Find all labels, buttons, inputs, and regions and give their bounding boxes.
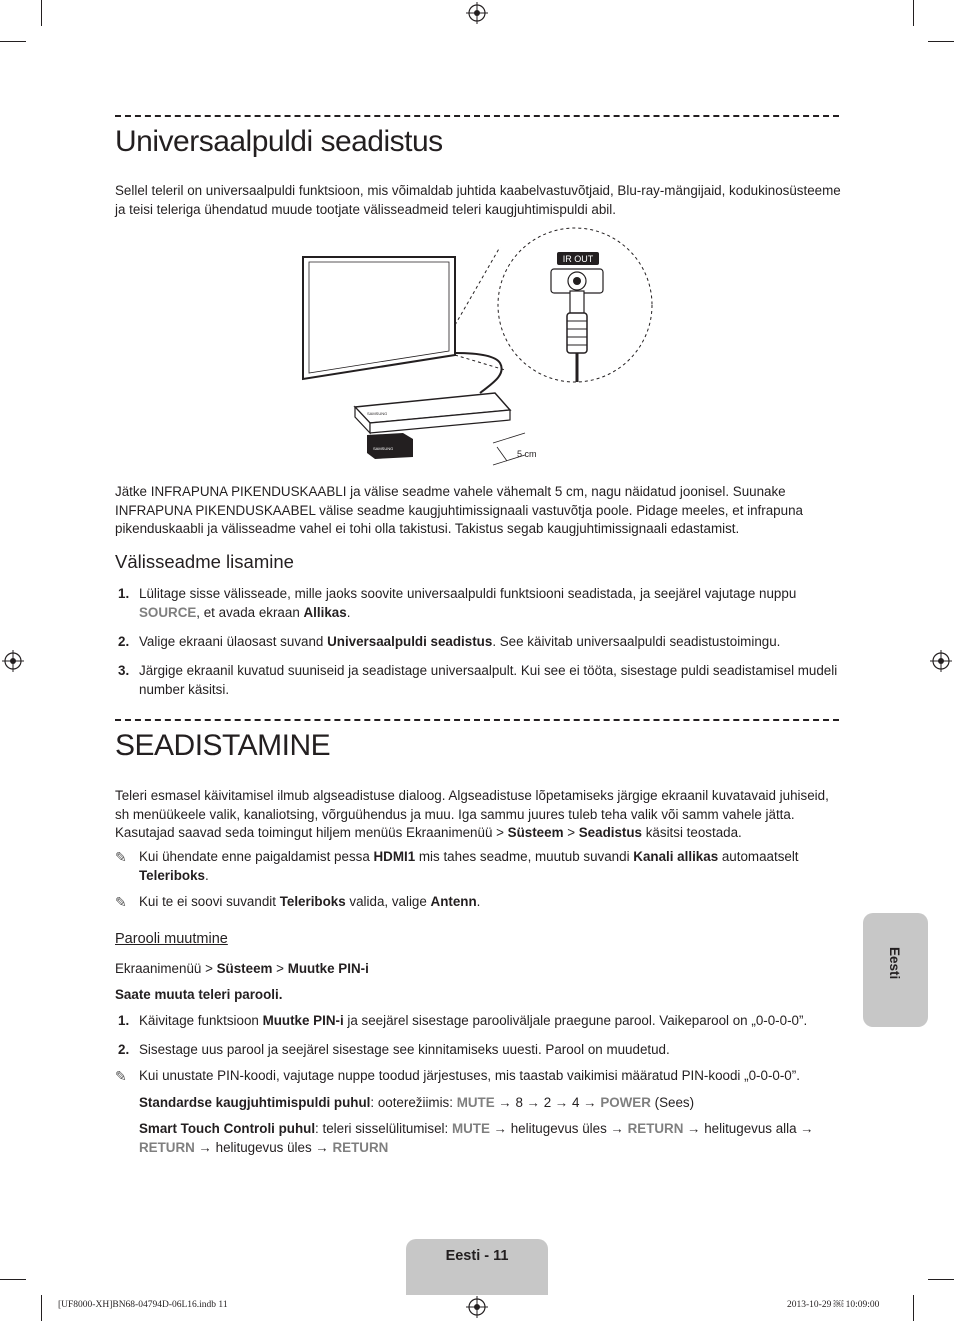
menu-path: Ekraanimenüü > Süsteem > Muutke PIN-i	[115, 961, 369, 976]
step-number: 3.	[118, 663, 130, 678]
registration-mark-icon	[466, 1296, 488, 1318]
crop-mark	[928, 1279, 954, 1280]
smart-control-sequence: Smart Touch Controli puhul: teleri sisselülitumisel: MUTE → helitugevus üles → RETURN → helitugevus alla → RETURN → helitugevus üles → RETURN	[139, 1121, 814, 1155]
note-text: Kui unustate PIN-koodi, vajutage nuppe toodud järjestuses, mis taastab vaikimisi määratud PIN-koodi „0-0-0-0”.	[139, 1068, 800, 1083]
print-timestamp: 2013-10-29 ￼ 10:09:00	[787, 1300, 880, 1310]
external-device-icon	[355, 393, 510, 433]
tv-icon	[303, 257, 455, 379]
note-icon: ✎	[115, 894, 127, 910]
language-tab: Eesti	[863, 913, 928, 1027]
step-text: Lülitage sisse välisseade, mille jaoks soovite universaalpuldi funktsiooni seadistada, ja seejärel vajutage nuppu SOURCE, et avada ekraan Allikas.	[139, 586, 797, 620]
section-title: Universaalpuldi seadistus	[115, 125, 443, 158]
page-number-tab	[406, 1239, 548, 1295]
brand-label: SAMSUNG	[373, 446, 394, 451]
cable-paragraph: Jätke INFRAPUNA PIKENDUSKAABLI ja välise seadme vahele vähemalt 5 cm, nagu näidatud joonisel. Suunake INFRAPUNA PIKENDUSKAABEL välise seadme kaugjuhtimissignaali vastuvõtja poole. Pidage meeles, et infrapuna pikenduskaabli ja välisseadme vahel ei tohi olla takistusi. Takistus segab kaugjuhtimissignaali edastamist.	[115, 484, 803, 536]
page-number: Eesti - 11	[445, 1248, 509, 1264]
distance-label: 5 cm	[517, 449, 537, 459]
registration-mark-icon	[2, 650, 24, 672]
registration-mark-icon	[466, 2, 488, 24]
intro-paragraph: Teleri esmasel käivitamisel ilmub algseadistuse dialoog. Algseadistuse lõpetamiseks järgige ekraanil kuvatavaid juhiseid, sh menüükeele valik, kanaliotsing, võrguühendus ja muu. Iga sammu juures tuleb teha valik või samm vahele jätta. Kasutajad saavad seda toimingut hiljem menüüs Ekraanimenüü > Süsteem > Seadistus käsitsi teostada.	[115, 788, 829, 840]
step-number: 2.	[118, 1042, 130, 1057]
note-text: Kui ühendate enne paigaldamist pessa HDMI1 mis tahes seadme, muutub suvandi Kanali allikas automaatselt Teleriboks.	[139, 849, 799, 883]
step-number: 1.	[118, 1013, 130, 1028]
standard-remote-sequence: Standardse kaugjuhtimispuldi puhul: ooterežiimis: MUTE → 8 → 2 → 4 → POWER (Sees)	[139, 1095, 695, 1110]
brand-label: SAMSUNG	[367, 411, 388, 416]
note-icon: ✎	[115, 849, 127, 865]
pin-description: Saate muuta teleri parooli.	[115, 987, 283, 1002]
subsection-title: Välisseadme lisamine	[115, 551, 294, 572]
crop-mark	[0, 41, 26, 42]
crop-mark	[913, 0, 914, 26]
intro-paragraph: Sellel teleril on universaalpuldi funktsioon, mis võimaldab juhtida kaabelvastuvõtjaid, Blu-ray-mängijaid, kodukinosüsteeme ja teisi teleriga ühendatud muude tootjate välisseadmeid teleri kaugjuhtimispuldi abil.	[115, 183, 841, 217]
section-divider	[115, 719, 839, 721]
step-number: 2.	[118, 634, 130, 649]
crop-mark	[41, 1295, 42, 1321]
section-title: SEADISTAMINE	[115, 729, 331, 762]
step-number: 1.	[118, 586, 130, 601]
ir-extender-icon	[367, 433, 413, 459]
crop-mark	[913, 1295, 914, 1321]
note-text: Kui te ei soovi suvandit Teleriboks valida, valige Antenn.	[139, 894, 481, 909]
registration-mark-icon	[930, 650, 952, 672]
ir-out-label: IR OUT	[562, 254, 594, 264]
step-text: Sisestage uus parool ja seejärel sisestage see kinnitamiseks uuesti. Parool on muudetud.	[139, 1042, 670, 1057]
step-text: Käivitage funktsioon Muutke PIN-i ja seejärel sisestage parooliväljale praegune parool. Vaikeparool on „0-0-0-0”.	[139, 1013, 808, 1028]
crop-mark	[0, 1279, 26, 1280]
step-text: Järgige ekraanil kuvatud suuniseid ja seadistage universaalpult. Kui see ei tööta, sisestage puldi seadistamisel mudeli number käsitsi.	[139, 663, 838, 697]
ir-cable-illustration	[295, 225, 665, 470]
section-divider	[115, 115, 839, 117]
step-text: Valige ekraani ülaosast suvand Universaalpuldi seadistus. See käivitab universaalpuldi seadistustoimingu.	[139, 634, 781, 649]
crop-mark	[928, 41, 954, 42]
subsection-title: Parooli muutmine	[115, 931, 228, 947]
file-info: [UF8000-XH]BN68-04794D-06L16.indb 11	[58, 1300, 228, 1310]
note-icon: ✎	[115, 1068, 127, 1084]
crop-mark	[41, 0, 42, 26]
